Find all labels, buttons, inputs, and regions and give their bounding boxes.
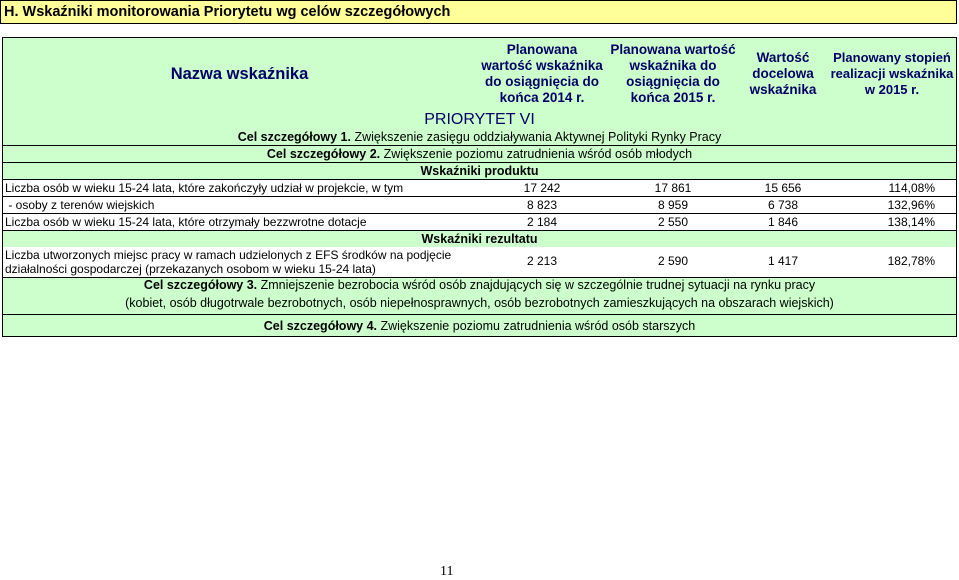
header-indicator-name: Nazwa wskaźnika (2, 37, 477, 111)
value-2014: 17 242 (477, 180, 607, 197)
value-2015: 17 861 (607, 180, 739, 197)
indicator-name: Liczba osób w wieku 15-24 lata, które otrzymały bezzwrotne dotacje (2, 214, 477, 231)
realization-percent: 138,14% (827, 214, 957, 231)
section-product: Wskaźniki produktu (2, 163, 957, 180)
value-2015: 8 959 (607, 197, 739, 214)
value-2014: 2 184 (477, 214, 607, 231)
indicator-name: Liczba utworzonych miejsc pracy w ramach udzielonych z EFS środków na podjęcie działalności gospodarczej (przekazanych osobom w wieku 15-24 lata) (2, 247, 477, 277)
realization-percent: 114,08% (827, 180, 957, 197)
page-number: 11 (440, 564, 454, 579)
value-2014: 2 213 (477, 247, 607, 277)
table-border (2, 37, 957, 337)
header-planned-2014: Planowana wartość wskaźnika do osiągnięcia do końca 2014 r. (477, 37, 607, 111)
value-2014: 8 823 (477, 197, 607, 214)
goal-3-text: Zmniejszenie bezrobocia wśród osób znajdujących się w szczególnie trudnej sytuacji na rynku pracy (257, 278, 816, 292)
goal-2-label: Cel szczegółowy 2. (266, 146, 381, 161)
target-value: 6 738 (739, 197, 827, 214)
value-2015: 2 550 (607, 214, 739, 231)
target-value: 1 417 (739, 247, 827, 277)
goal-1-label: Cel szczegółowy 1. (237, 129, 351, 144)
goal-4-text: Zwiększenie poziomu zatrudnienia wśród osób starszych (377, 318, 696, 333)
value-2015: 2 590 (607, 247, 739, 277)
goal-3-continuation: (kobiet, osób długotrwale bezrobotnych, osób niepełnosprawnych, osób bezrobotnych zamieszkujących na obszarach wiejskich) (2, 294, 957, 315)
section-result: Wskaźniki rezultatu (2, 231, 957, 248)
realization-percent: 132,96% (827, 197, 957, 214)
header-realization-degree: Planowany stopień realizacji wskaźnika w 2015 r. (827, 37, 957, 111)
goal-1-text: Zwiększenie zasięgu oddziaływania Aktywnej Polityki Rynky Pracy (350, 129, 722, 144)
header-planned-2015: Planowana wartość wskaźnika do osiągnięcia do końca 2015 r. (607, 37, 739, 111)
header-target-value: Wartość docelowa wskaźnika (739, 37, 827, 111)
target-value: 1 846 (739, 214, 827, 231)
priority-label: PRIORYTET VI (2, 111, 957, 129)
goal-4-label: Cel szczegółowy 4. (263, 318, 378, 333)
target-value: 15 656 (739, 180, 827, 197)
goal-2-text: Zwiększenie poziomu zatrudnienia wśród osób młodych (380, 146, 693, 161)
goal-3-label: Cel szczegółowy 3. (143, 278, 258, 292)
realization-percent: 182,78% (827, 247, 957, 277)
indicator-name: - osoby z terenów wiejskich (2, 197, 477, 214)
section-title: H. Wskaźniki monitorowania Priorytetu wg celów szczegółowych (0, 0, 957, 24)
indicator-name: Liczba osób w wieku 15-24 lata, które zakończyły udział w projekcie, w tym (2, 180, 477, 197)
